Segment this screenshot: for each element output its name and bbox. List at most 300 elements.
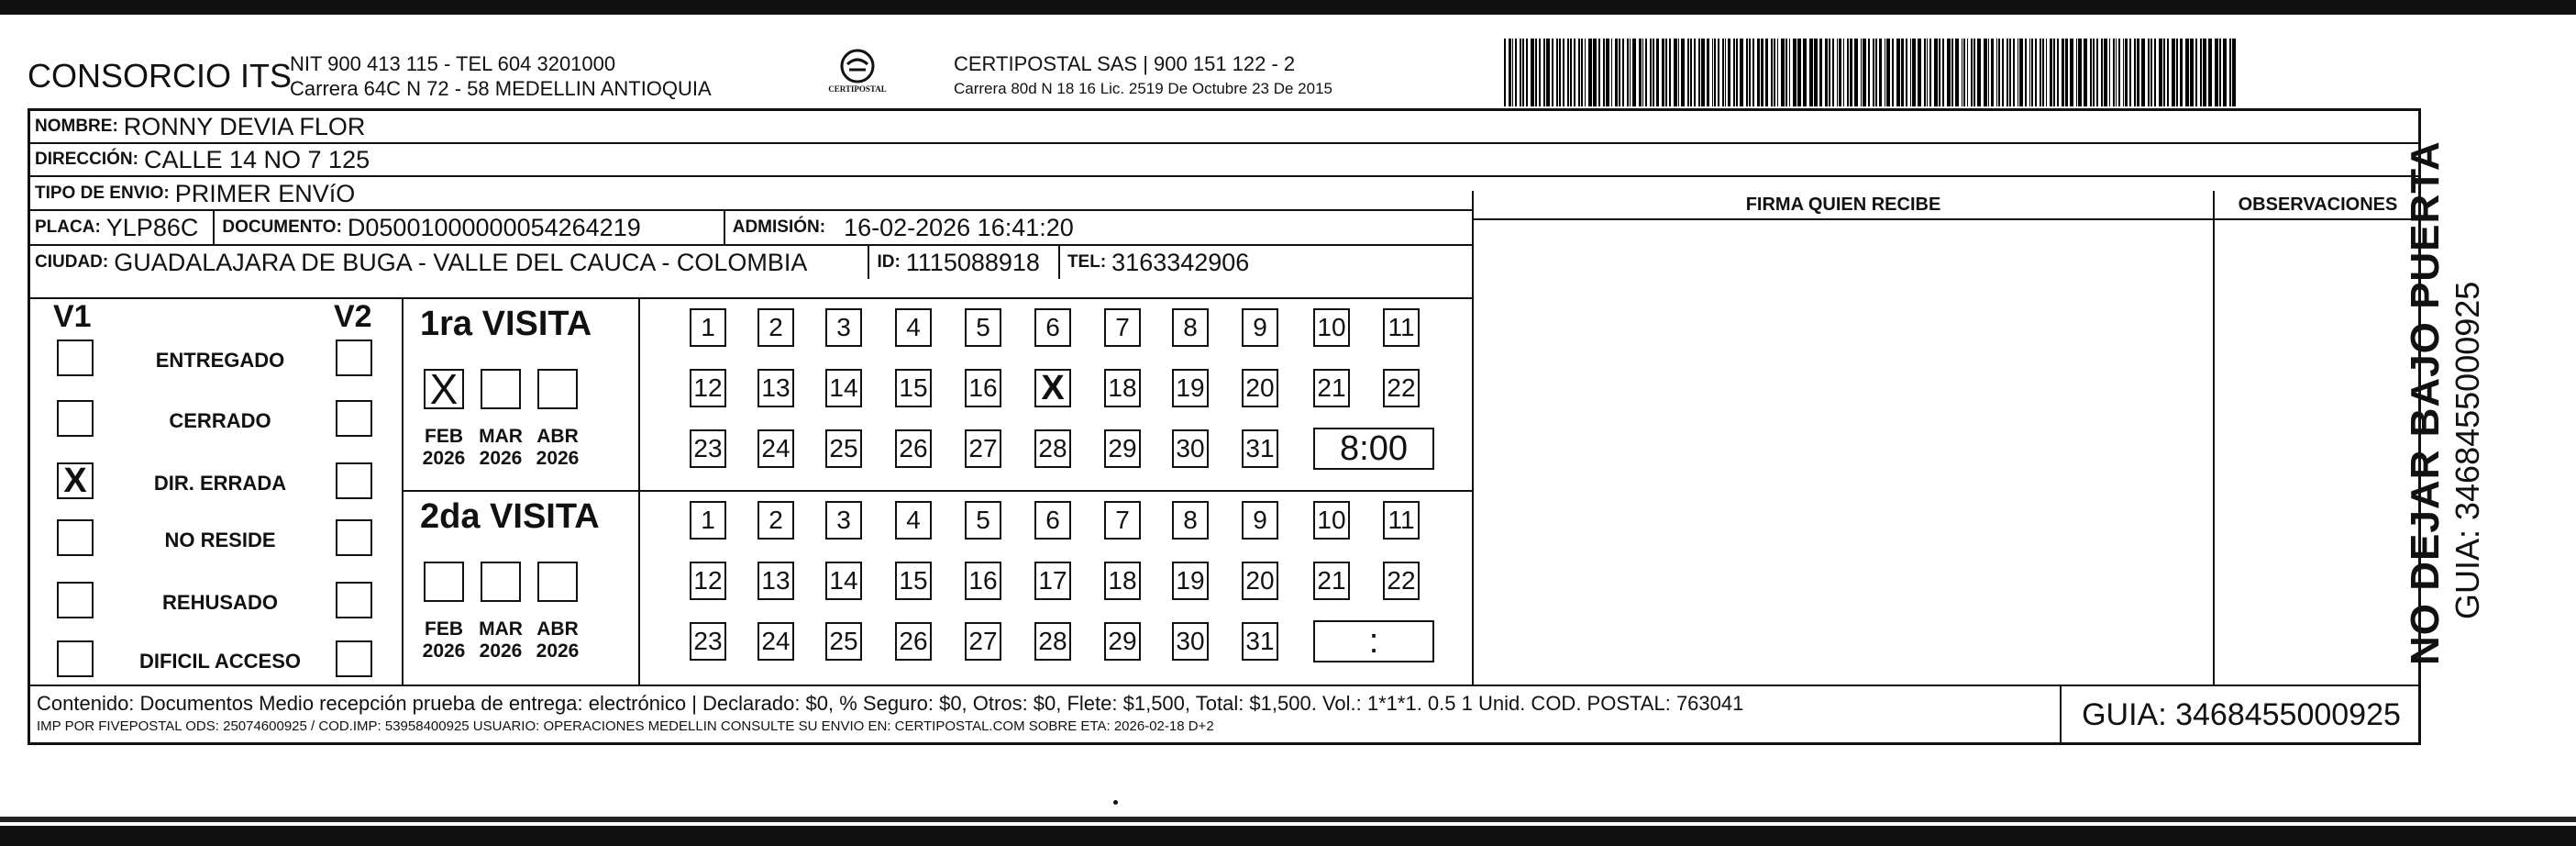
day-checkbox[interactable]: 21	[1313, 369, 1350, 407]
barcode-bar	[2154, 39, 2156, 106]
direccion-label: DIRECCIÓN:	[35, 150, 138, 169]
day-checkbox[interactable]: 15	[895, 562, 932, 600]
status-label: NO RESIDE	[164, 529, 276, 551]
barcode-bar	[1901, 39, 1903, 106]
day-checkbox[interactable]: 26	[895, 429, 932, 468]
v1-checkbox[interactable]	[57, 519, 94, 556]
day-checkbox[interactable]: 17	[1034, 562, 1071, 600]
barcode-bar	[1526, 39, 1528, 106]
row-nombre	[28, 111, 2418, 144]
placa-value: YLP86C	[105, 213, 199, 241]
barcode-bar	[1850, 39, 1852, 106]
barcode-bar	[1886, 39, 1890, 106]
row-placa	[28, 211, 1472, 244]
barcode-bar	[2185, 39, 2189, 106]
barcode	[1504, 39, 2238, 106]
barcode-bar	[2019, 39, 2023, 106]
day-checkbox[interactable]: 12	[690, 369, 726, 407]
day-checkbox[interactable]: 28	[1034, 622, 1071, 661]
month-checkbox[interactable]	[537, 369, 578, 409]
month-label	[469, 618, 533, 662]
month-year: 2026	[479, 448, 523, 469]
month-name: ABR	[536, 618, 579, 640]
barcode-bar	[1543, 39, 1545, 106]
barcode-bar	[2219, 39, 2221, 106]
barcode-bar	[2141, 39, 2145, 106]
barcode-bar	[2195, 39, 2197, 106]
barcode-bar	[1761, 39, 1764, 106]
barcode-bar	[2013, 39, 2015, 106]
bottom-edge-line	[0, 817, 2576, 822]
v1-checkbox[interactable]	[57, 400, 94, 437]
observations-area[interactable]	[2215, 222, 2421, 685]
v1-checkbox[interactable]	[57, 582, 94, 618]
barcode-bar	[1509, 39, 1510, 106]
v2-checkbox[interactable]	[336, 582, 372, 618]
observaciones-header: OBSERVACIONES	[2238, 195, 2398, 215]
visit-time-field[interactable]: 8:00	[1313, 428, 1434, 470]
day-checkbox[interactable]: 24	[757, 622, 794, 661]
barcode-bar	[1973, 39, 1975, 106]
barcode-bar	[1552, 39, 1553, 106]
barcode-bar	[1942, 39, 1944, 106]
barcode-bar	[1627, 39, 1629, 106]
day-checkbox[interactable]: 30	[1172, 429, 1209, 468]
day-checkbox[interactable]: 25	[825, 429, 862, 468]
day-checkbox[interactable]: 19	[1172, 369, 1209, 407]
v2-checkbox[interactable]	[336, 640, 372, 677]
month-year: 2026	[422, 640, 466, 662]
day-checkbox[interactable]: 30	[1172, 622, 1209, 661]
barcode-bar	[2200, 39, 2202, 106]
barcode-bar	[1837, 39, 1839, 106]
day-checkbox[interactable]: 14	[825, 369, 862, 407]
day-checkbox[interactable]: 11	[1383, 501, 1420, 540]
side-warning: NO DEJAR BAJO PUERTA	[2403, 140, 2448, 665]
documento-label: DOCUMENTO:	[222, 217, 342, 237]
tipo-label: TIPO DE ENVIO:	[35, 184, 170, 203]
barcode-bar	[1622, 39, 1624, 106]
barcode-bar	[1771, 39, 1773, 106]
barcode-bar	[1598, 39, 1600, 106]
day-checkbox[interactable]: 16	[965, 562, 1001, 600]
barcode-bar	[1896, 39, 1900, 106]
day-checkbox[interactable]: 13	[757, 562, 794, 600]
barcode-bar	[1733, 39, 1735, 106]
barcode-bar	[1642, 39, 1644, 106]
day-checkbox[interactable]: 3	[825, 308, 862, 347]
day-checkbox[interactable]: 25	[825, 622, 862, 661]
barcode-bar	[2176, 39, 2178, 106]
day-checkbox[interactable]: 9	[1242, 501, 1278, 540]
placa-label: PLACA:	[35, 217, 101, 237]
tipo-value: PRIMER ENVíO	[174, 179, 356, 207]
month-label	[525, 618, 590, 662]
barcode-bar	[1559, 39, 1561, 106]
barcode-bar	[1630, 39, 1631, 106]
month-year: 2026	[536, 448, 580, 469]
barcode-bar	[1535, 39, 1537, 106]
row-direccion	[28, 144, 2418, 177]
status-label: CERRADO	[169, 409, 271, 432]
day-checkbox[interactable]: 29	[1104, 622, 1141, 661]
company-info	[290, 51, 712, 101]
barcode-bar	[1868, 39, 1870, 106]
barcode-bar	[1781, 39, 1785, 106]
day-checkbox[interactable]: 19	[1172, 562, 1209, 600]
day-checkbox[interactable]: 4	[895, 308, 932, 347]
barcode-bar	[1825, 39, 1827, 106]
barcode-bar	[1918, 39, 1921, 106]
barcode-bar	[1698, 39, 1700, 106]
barcode-bar	[1777, 39, 1779, 106]
barcode-bar	[1934, 39, 1938, 106]
v2-checkbox[interactable]	[336, 340, 372, 376]
day-checkbox[interactable]: 23	[690, 622, 726, 661]
barcode-bar	[2053, 39, 2055, 106]
day-checkbox[interactable]: 5	[965, 308, 1001, 347]
day-checkbox[interactable]: 18	[1104, 369, 1141, 407]
barcode-bar	[1578, 39, 1580, 106]
barcode-bar	[2190, 39, 2194, 106]
admision-value: 16-02-2026 16:41:20	[844, 213, 1074, 241]
guia-number: GUIA: 3468455000925	[2060, 685, 2421, 745]
barcode-bar	[2203, 39, 2206, 106]
barcode-bar	[2050, 39, 2051, 106]
barcode-bar	[2163, 39, 2165, 106]
day-checkbox[interactable]: 27	[965, 429, 1001, 468]
barcode-bar	[2065, 39, 2067, 106]
id-value: 1115088918	[905, 248, 1040, 276]
month-label	[525, 426, 590, 470]
barcode-bar	[1929, 39, 1931, 106]
month-label	[412, 426, 476, 470]
day-checkbox[interactable]: 8	[1172, 501, 1209, 540]
day-checkbox[interactable]: 7	[1104, 308, 1141, 347]
barcode-bar	[2002, 39, 2004, 106]
status-label: DIFICIL ACCESO	[138, 650, 301, 673]
barcode-bar	[2113, 39, 2115, 106]
barcode-bar	[1718, 39, 1719, 106]
barcode-bar	[1611, 39, 1613, 106]
visit-time-field[interactable]: :	[1313, 620, 1434, 662]
barcode-bar	[1809, 39, 1813, 106]
barcode-bar	[1581, 39, 1583, 106]
barcode-bar	[1653, 39, 1654, 106]
barcode-bar	[1681, 39, 1685, 106]
barcode-bar	[2167, 39, 2169, 106]
barcode-bar	[2040, 39, 2041, 106]
barcode-bar	[1939, 39, 1940, 106]
v1-checkbox[interactable]	[57, 340, 94, 376]
month-name: ABR	[536, 426, 579, 447]
barcode-bar	[1603, 39, 1605, 106]
barcode-bar	[1656, 39, 1660, 106]
barcode-bar	[2096, 39, 2098, 106]
day-checkbox[interactable]: 20	[1242, 562, 1278, 600]
barcode-bar	[1912, 39, 1916, 106]
day-checkbox[interactable]: 31	[1242, 622, 1278, 661]
barcode-bar	[2223, 39, 2227, 106]
barcode-bar	[1814, 39, 1818, 106]
status-label: DIR. ERRADA	[153, 472, 287, 495]
barcode-bar	[2035, 39, 2037, 106]
barcode-bar	[1567, 39, 1569, 106]
month-checkbox[interactable]: X	[424, 369, 464, 409]
day-checkbox[interactable]: 8	[1172, 308, 1209, 347]
barcode-bar	[1854, 39, 1858, 106]
barcode-bar	[2125, 39, 2127, 106]
barcode-bar	[1774, 39, 1775, 106]
barcode-bar	[1740, 39, 1743, 106]
tel-value: 3163342906	[1111, 248, 1250, 276]
barcode-bar	[1757, 39, 1759, 106]
day-checkbox[interactable]: 10	[1313, 308, 1350, 347]
month-year: 2026	[479, 640, 523, 662]
visit-title: 2da VISITA	[420, 497, 600, 536]
barcode-bar	[1947, 39, 1951, 106]
nombre-label: NOMBRE:	[35, 117, 118, 136]
v1-checkbox[interactable]: X	[57, 462, 94, 499]
ciudad-value: GUADALAJARA DE BUGA - VALLE DEL CAUCA - COLOMBIA	[114, 248, 808, 276]
month-checkbox[interactable]	[537, 562, 578, 602]
barcode-bar	[2229, 39, 2231, 106]
barcode-bar	[1873, 39, 1874, 106]
barcode-bar	[2150, 39, 2152, 106]
status-label: REHUSADO	[162, 591, 278, 614]
month-checkbox[interactable]	[481, 369, 521, 409]
month-checkbox[interactable]	[424, 562, 464, 602]
barcode-bar	[2090, 39, 2092, 106]
barcode-bar	[2159, 39, 2162, 106]
month-checkbox[interactable]	[481, 562, 521, 602]
barcode-bar	[1839, 39, 1841, 106]
barcode-bar	[1687, 39, 1689, 106]
barcode-bar	[1951, 39, 1953, 106]
day-checkbox[interactable]: 2	[757, 308, 794, 347]
barcode-bar	[1669, 39, 1671, 106]
barcode-bar	[2093, 39, 2095, 106]
barcode-bar	[2215, 39, 2218, 106]
barcode-bar	[1906, 39, 1907, 106]
signature-area[interactable]	[1474, 222, 2213, 685]
day-checkbox[interactable]: 20	[1242, 369, 1278, 407]
barcode-bar	[2148, 39, 2150, 106]
barcode-bar	[1793, 39, 1797, 106]
barcode-bar	[2109, 39, 2111, 106]
status-label: ENTREGADO	[155, 349, 285, 372]
barcode-bar	[1593, 39, 1597, 106]
barcode-bar	[1512, 39, 1514, 106]
barcode-bar	[1678, 39, 1680, 106]
barcode-bar	[1619, 39, 1620, 106]
side-guia: GUIA: 3468455000925	[2449, 281, 2486, 619]
barcode-bar	[1645, 39, 1647, 106]
company-address: Carrera 64C N 72 - 58 MEDELLIN ANTIOQUIA	[290, 77, 712, 100]
day-checkbox[interactable]: 6	[1034, 308, 1071, 347]
day-checkbox[interactable]: 11	[1383, 308, 1420, 347]
barcode-bar	[1712, 39, 1714, 106]
day-checkbox[interactable]: 23	[690, 429, 726, 468]
day-checkbox[interactable]: 2	[757, 501, 794, 540]
side-notice	[2403, 140, 2487, 665]
barcode-bar	[2101, 39, 2103, 106]
barcode-bar	[2057, 39, 2059, 106]
barcode-bar	[1977, 39, 1981, 106]
v2-checkbox[interactable]	[336, 519, 372, 556]
barcode-bar	[2116, 39, 2117, 106]
company-nit: NIT 900 413 115 - TEL 604 3201000	[290, 52, 616, 75]
company-name: CONSORCIO ITS	[28, 57, 293, 95]
barcode-bar	[1843, 39, 1845, 106]
barcode-bar	[1570, 39, 1572, 106]
scan-speck	[1113, 800, 1118, 805]
day-checkbox[interactable]: 16	[965, 369, 1001, 407]
v1-header: V1	[53, 299, 92, 334]
direccion-value: CALLE 14 NO 7 125	[143, 145, 370, 173]
barcode-bar	[2129, 39, 2131, 106]
id-label: ID:	[877, 252, 901, 272]
day-checkbox[interactable]: 6	[1034, 501, 1071, 540]
barcode-bar	[1674, 39, 1677, 106]
barcode-bar	[1665, 39, 1667, 106]
logo-lettering: CERTIPOSTAL	[828, 84, 887, 94]
barcode-bar	[2070, 39, 2073, 106]
barcode-bar	[1515, 39, 1517, 106]
month-label	[412, 618, 476, 662]
barcode-bar	[2172, 39, 2175, 106]
barcode-bar	[1522, 39, 1524, 106]
month-name: FEB	[425, 426, 463, 447]
month-label	[469, 426, 533, 470]
barcode-bar	[1563, 39, 1564, 106]
barcode-bar	[2137, 39, 2139, 106]
day-checkbox[interactable]: 4	[895, 501, 932, 540]
barcode-bar	[2104, 39, 2107, 106]
barcode-bar	[1789, 39, 1791, 106]
barcode-bar	[2025, 39, 2027, 106]
month-name: FEB	[425, 618, 463, 640]
barcode-bar	[1927, 39, 1929, 106]
barcode-bar	[1797, 39, 1801, 106]
courier-address: Carrera 80d N 18 16 Lic. 2519 De Octubre 23 De 2015	[954, 80, 1332, 97]
courier-info	[954, 51, 1332, 101]
barcode-bar	[2134, 39, 2136, 106]
barcode-bar	[1615, 39, 1617, 106]
row-ciudad	[28, 246, 1472, 279]
barcode-bar	[1752, 39, 1754, 106]
barcode-bar	[2078, 39, 2082, 106]
day-checkbox[interactable]: 12	[690, 562, 726, 600]
barcode-bar	[1803, 39, 1807, 106]
barcode-bar	[1998, 39, 2000, 106]
barcode-bar	[1606, 39, 1609, 106]
barcode-bar	[1988, 39, 1990, 106]
v1-checkbox[interactable]	[57, 640, 94, 677]
barcode-bar	[1707, 39, 1708, 106]
barcode-bar	[2031, 39, 2033, 106]
barcode-bar	[1546, 39, 1550, 106]
barcode-bar	[1924, 39, 1926, 106]
barcode-bar	[1690, 39, 1692, 106]
barcode-bar	[1962, 39, 1963, 106]
barcode-bar	[1736, 39, 1738, 106]
day-checkbox[interactable]: X	[1034, 369, 1071, 407]
day-checkbox[interactable]: 31	[1242, 429, 1278, 468]
barcode-bar	[1861, 39, 1863, 106]
day-checkbox[interactable]: 5	[965, 501, 1001, 540]
day-checkbox[interactable]: 3	[825, 501, 862, 540]
day-checkbox[interactable]: 13	[757, 369, 794, 407]
day-checkbox[interactable]: 1	[690, 308, 726, 347]
barcode-bar	[1765, 39, 1767, 106]
barcode-bar	[2084, 39, 2087, 106]
barcode-bar	[2123, 39, 2125, 106]
day-checkbox[interactable]: 26	[895, 622, 932, 661]
barcode-bar	[2009, 39, 2011, 106]
barcode-bar	[1892, 39, 1894, 106]
tel-label: TEL:	[1067, 252, 1107, 272]
day-checkbox[interactable]: 28	[1034, 429, 1071, 468]
barcode-bar	[1786, 39, 1787, 106]
barcode-bar	[1588, 39, 1592, 106]
barcode-bar	[1728, 39, 1730, 106]
barcode-bar	[1955, 39, 1959, 106]
day-checkbox[interactable]: 22	[1383, 369, 1420, 407]
day-checkbox[interactable]: 7	[1104, 501, 1141, 540]
barcode-bar	[2180, 39, 2182, 106]
barcode-bar	[1504, 39, 1506, 106]
barcode-bar	[1662, 39, 1664, 106]
barcode-bar	[1971, 39, 1973, 106]
month-year: 2026	[422, 448, 466, 469]
day-checkbox[interactable]: 15	[895, 369, 932, 407]
v2-checkbox[interactable]	[336, 400, 372, 437]
barcode-bar	[1879, 39, 1881, 106]
day-checkbox[interactable]: 22	[1383, 562, 1420, 600]
barcode-bar	[1520, 39, 1521, 106]
month-year: 2026	[536, 640, 580, 662]
barcode-bar	[1829, 39, 1830, 106]
barcode-bar	[1875, 39, 1877, 106]
barcode-bar	[2042, 39, 2044, 106]
barcode-bar	[1832, 39, 1834, 106]
barcode-bar	[1885, 39, 1886, 106]
bottom-edge	[0, 826, 2576, 846]
certipostal-logo	[807, 46, 908, 106]
day-checkbox[interactable]: 14	[825, 562, 862, 600]
admision-label: ADMISIÓN:	[732, 217, 826, 237]
day-checkbox[interactable]: 29	[1104, 429, 1141, 468]
day-checkbox[interactable]: 10	[1313, 501, 1350, 540]
day-checkbox[interactable]: 27	[965, 622, 1001, 661]
v2-header: V2	[334, 299, 372, 334]
courier-name: CERTIPOSTAL SAS | 900 151 122 - 2	[954, 52, 1296, 75]
barcode-bar	[1539, 39, 1541, 106]
day-checkbox[interactable]: 21	[1313, 562, 1350, 600]
barcode-bar	[2018, 39, 2019, 106]
documento-value: D05001000000054264219	[347, 213, 641, 241]
v2-checkbox[interactable]	[336, 462, 372, 499]
day-checkbox[interactable]: 24	[757, 429, 794, 468]
barcode-bar	[1694, 39, 1696, 106]
day-checkbox[interactable]: 18	[1104, 562, 1141, 600]
barcode-bar	[1714, 39, 1716, 106]
day-checkbox[interactable]: 1	[690, 501, 726, 540]
day-checkbox[interactable]: 9	[1242, 308, 1278, 347]
ciudad-label: CIUDAD:	[35, 252, 109, 272]
barcode-bar	[1556, 39, 1558, 106]
